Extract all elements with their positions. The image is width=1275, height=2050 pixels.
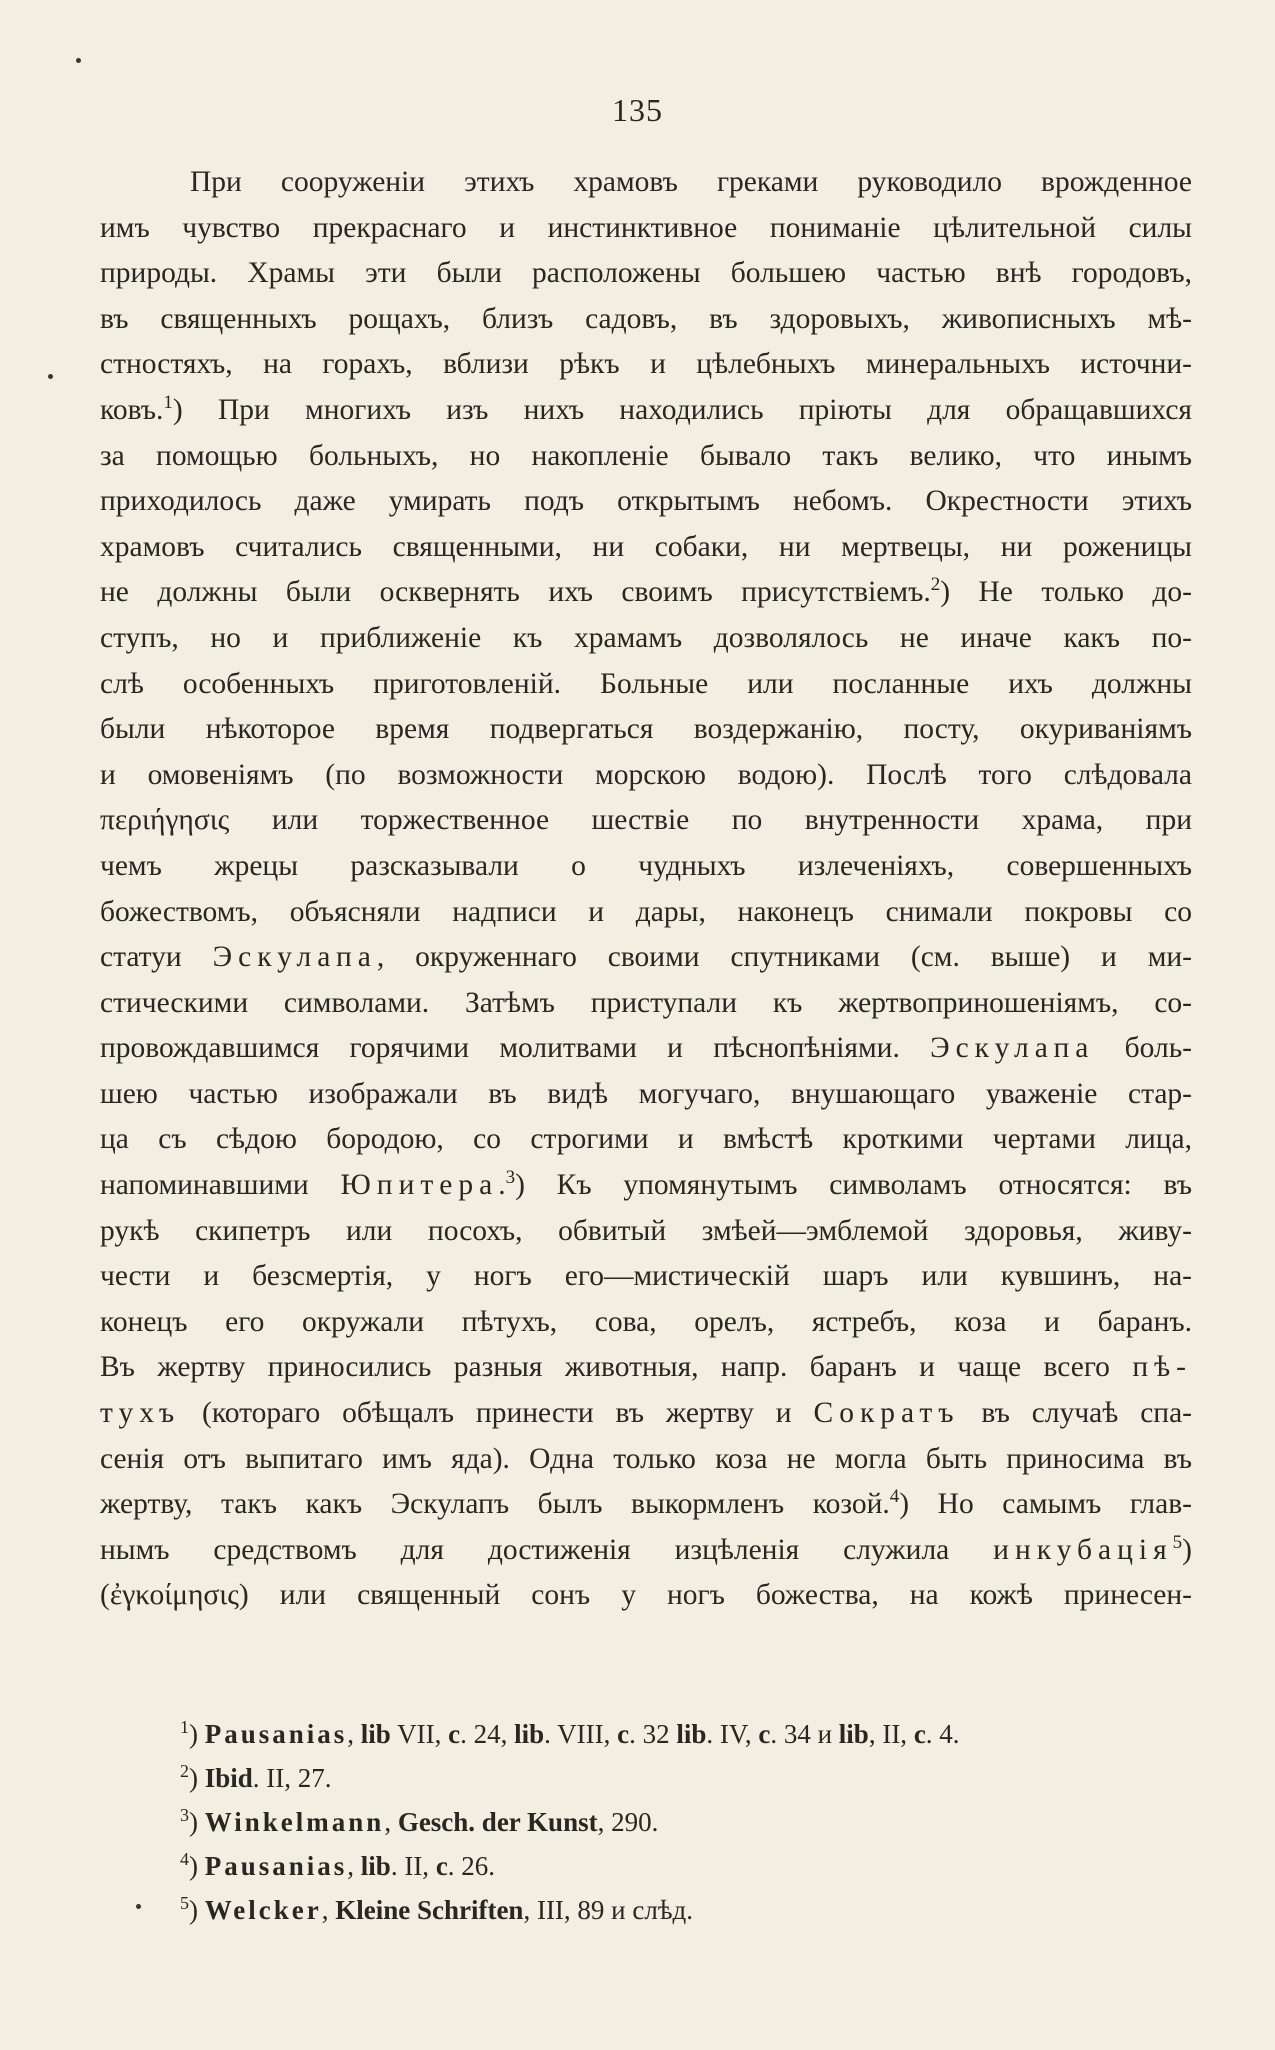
footnote-citation: lib [360,1719,391,1749]
footnote-text: . II, [390,1851,436,1881]
text-segment: и омовеніямъ (по возможности морскою водою). Послѣ того слѣдовала [100,758,1192,791]
footnote-text: , 290. [597,1807,659,1837]
spaced-name: Эскулапа [212,941,377,974]
text-line [100,844,1192,890]
text-segment: περιήγησις или торжественное шествіе по внутренности храма, при [100,804,1192,837]
text-segment: Въ жертву приносились разныя животныя, напр. баранъ и чаще всего [100,1351,1133,1384]
footnote-mark: 3 [180,1805,189,1825]
footnote-paren: ) [189,1763,205,1793]
footnote-text: . 32 [629,1719,677,1749]
footnote-paren: ) [189,1807,205,1837]
text-line [100,1391,1192,1437]
text-segment: , окруженнаго своими спутниками (см. выше) и ми- [376,941,1192,974]
footnote-text: , [347,1851,361,1881]
text-line [100,981,1192,1027]
footnote-citation: c [913,1719,926,1749]
text-segment: ца съ сѣдою бородою, со строгими и вмѣстѣ кроткими чертами лица, [100,1123,1192,1156]
text-line [100,1437,1192,1483]
page-number: 135 [612,92,663,128]
text-segment: чести и безсмертія, у ногъ его—мистическій шаръ или кувшинъ, на- [100,1260,1192,1293]
text-line [100,1300,1192,1346]
footnote-citation: c [617,1719,630,1749]
text-line [100,707,1192,753]
text-segment: ) При многихъ изъ нихъ находились пріюты для обращавшихся [172,393,1192,426]
text-segment: провождавшимся горячими молитвами и пѣснопѣніями. [100,1032,931,1065]
footnote-citation: Welcker [204,1895,322,1925]
text-segment: имъ чувство прекраснаго и инстинктивное пониманіе цѣлительной силы [100,211,1192,244]
footnote-mark: 5 [180,1893,189,1913]
text-segment: стностяхъ, на горахъ, вблизи рѣкъ и цѣлебныхъ минеральныхъ источни- [100,348,1192,381]
footnote-paren: ) [189,1895,205,1925]
footnote-text: . 24, [460,1719,515,1749]
text-segment: конецъ его окружали пѣтухъ, сова, орелъ, ястребъ, коза и баранъ. [100,1305,1192,1338]
text-line [100,1072,1192,1118]
text-line [100,206,1192,252]
text-segment: сенія отъ выпитаго имъ яда). Одна только коза не могла быть приносима въ [100,1442,1192,1475]
footnote-citation: Winkelmann [204,1807,385,1837]
text-segment: ковъ. [100,393,164,426]
footnote-text: VII, [390,1719,449,1749]
text-line [100,662,1192,708]
text-segment: природы. Храмы эти были расположены большею частью внѣ городовъ, [100,257,1192,290]
footnote-text: , [384,1807,398,1837]
text-segment: не должны были осквернять ихъ своимъ присутствіемъ. [100,576,931,609]
spaced-name: Сократъ [813,1397,960,1430]
text-line [100,798,1192,844]
footnote-citation: lib [360,1851,391,1881]
footnote-text: . VIII, [544,1719,618,1749]
footnote-citation: lib [514,1719,545,1749]
text-line [100,434,1192,480]
footnote [180,1844,1190,1888]
text-segment: нымъ средствомъ для достиженія изцѣленія служила [100,1533,994,1566]
text-segment: напоминавшими [100,1169,341,1202]
text-segment: чемъ жрецы разсказывали о чудныхъ излеченіяхъ, совершенныхъ [100,849,1192,882]
text-segment: ) Но самымъ глав- [899,1488,1192,1521]
footnote-reference: 5 [1172,1531,1183,1553]
footnote-mark: 2 [180,1761,189,1781]
footnote-citation: c [758,1719,771,1749]
text-segment: При сооруженіи этихъ храмовъ греками руководило врожденное [190,166,1192,198]
text-line [100,251,1192,297]
text-segment: слѣ особенныхъ приготовленій. Больные или посланные ихъ должны [100,667,1192,700]
text-line [100,525,1192,571]
text-segment: храмовъ считались священными, ни собаки, ни мертвецы, ни роженицы [100,530,1192,563]
footnote-citation: lib [838,1719,869,1749]
footnote-citation: Ibid [204,1763,253,1793]
text-segment: (котораго обѣщалъ принести въ жертву и [180,1397,814,1430]
text-segment: ) [1182,1533,1192,1566]
print-speck [48,374,53,379]
text-line [100,1345,1192,1391]
spaced-name: инкубація [993,1533,1173,1566]
text-segment: статуи [100,941,213,974]
footnote-text: , III, 89 и слѣд. [523,1895,693,1925]
text-segment: стическими символами. Затѣмъ приступали къ жертвоприношеніямъ, со- [100,986,1192,1019]
footnote [180,1800,1190,1844]
footnote-text: , [321,1895,336,1925]
text-segment: въ священныхъ рощахъ, близъ садовъ, въ здоровыхъ, живописныхъ мѣ- [100,302,1192,335]
footnote-text: , II, [868,1719,914,1749]
footnote-citation: lib [676,1719,707,1749]
footnote-citation: c [435,1851,448,1881]
text-line [100,1528,1192,1574]
footnote [180,1756,1190,1800]
text-segment: божествомъ, объясняли надписи и дары, наконецъ снимали покровы со [100,895,1192,928]
footnote-mark: 1 [180,1717,189,1737]
footnote-text: . 34 и [770,1719,839,1749]
text-segment: приходилось даже умирать подъ открытымъ небомъ. Окрестности этихъ [100,485,1192,518]
text-segment: . [498,1169,506,1202]
footnote-citation: Pausanias [204,1851,348,1881]
footnote-paren: ) [189,1851,205,1881]
text-segment: были нѣкоторое время подвергаться воздержанію, посту, окуриваніямъ [100,713,1192,746]
footnote-reference: 2 [930,574,941,596]
spaced-name: Эскулапа [930,1032,1095,1065]
spaced-name: тухъ [100,1397,181,1430]
text-line [100,388,1192,434]
text-segment: за помощью больныхъ, но накопленіе бывало такъ велико, что инымъ [100,439,1192,472]
footnote-paren: ) [189,1719,205,1749]
footnote-citation: Gesch. der Kunst [397,1807,598,1837]
text-line [100,935,1192,981]
text-segment: въ случаѣ спа- [959,1397,1192,1430]
body-text [100,160,1192,1619]
footnote-reference: 4 [889,1486,900,1508]
spaced-name: пѣ- [1132,1351,1192,1384]
footnote-citation: Pausanias [204,1719,348,1749]
print-speck [136,1904,141,1909]
text-line [100,1117,1192,1163]
footnote-reference: 1 [163,391,173,413]
text-segment: ) Не только до- [940,576,1192,609]
footnote-text: . IV, [706,1719,759,1749]
footnote-text: . II, 27. [252,1763,332,1793]
text-line [100,342,1192,388]
footnote [180,1712,1190,1756]
text-segment: ) Къ упомянутымъ символамъ относятся: въ [515,1169,1192,1202]
text-segment: шею частью изображали въ видѣ могучаго, внушающаго уваженіе стар- [100,1077,1192,1110]
footnote-text: . 4. [925,1719,960,1749]
text-line [100,890,1192,936]
footnote-reference: 3 [505,1167,516,1189]
text-line [100,1573,1192,1619]
footnote [180,1888,1190,1932]
text-line [100,1254,1192,1300]
footnote-citation: c [448,1719,461,1749]
text-line [100,753,1192,799]
text-segment: ступъ, но и приближеніе къ храмамъ дозволялось не иначе какъ по- [100,621,1192,654]
text-segment: (ἐγκοίμησις) или священный сонъ у ногъ божества, на кожѣ принесен- [100,1579,1192,1612]
spaced-name: Юпитера [340,1169,499,1202]
text-line [100,1026,1192,1072]
print-speck [76,58,81,63]
text-segment: боль- [1094,1032,1193,1065]
text-line [100,297,1192,343]
text-segment: жертву, такъ какъ Эскулапъ былъ выкормленъ козой. [100,1488,890,1521]
text-line [100,570,1192,616]
text-line [100,479,1192,525]
footnote-text: , [347,1719,361,1749]
footnote-text: . 26. [447,1851,496,1881]
footnote-mark: 4 [180,1849,189,1869]
footnote-citation: Kleine Schriften [335,1895,524,1925]
text-line [100,160,1192,206]
text-line [100,1163,1192,1209]
text-line [100,1209,1192,1255]
text-line [100,1482,1192,1528]
text-line [100,616,1192,662]
footnotes [180,1712,1190,1932]
text-segment: рукѣ скипетръ или посохъ, обвитый змѣей—эмблемой здоровья, живу- [100,1214,1192,1247]
